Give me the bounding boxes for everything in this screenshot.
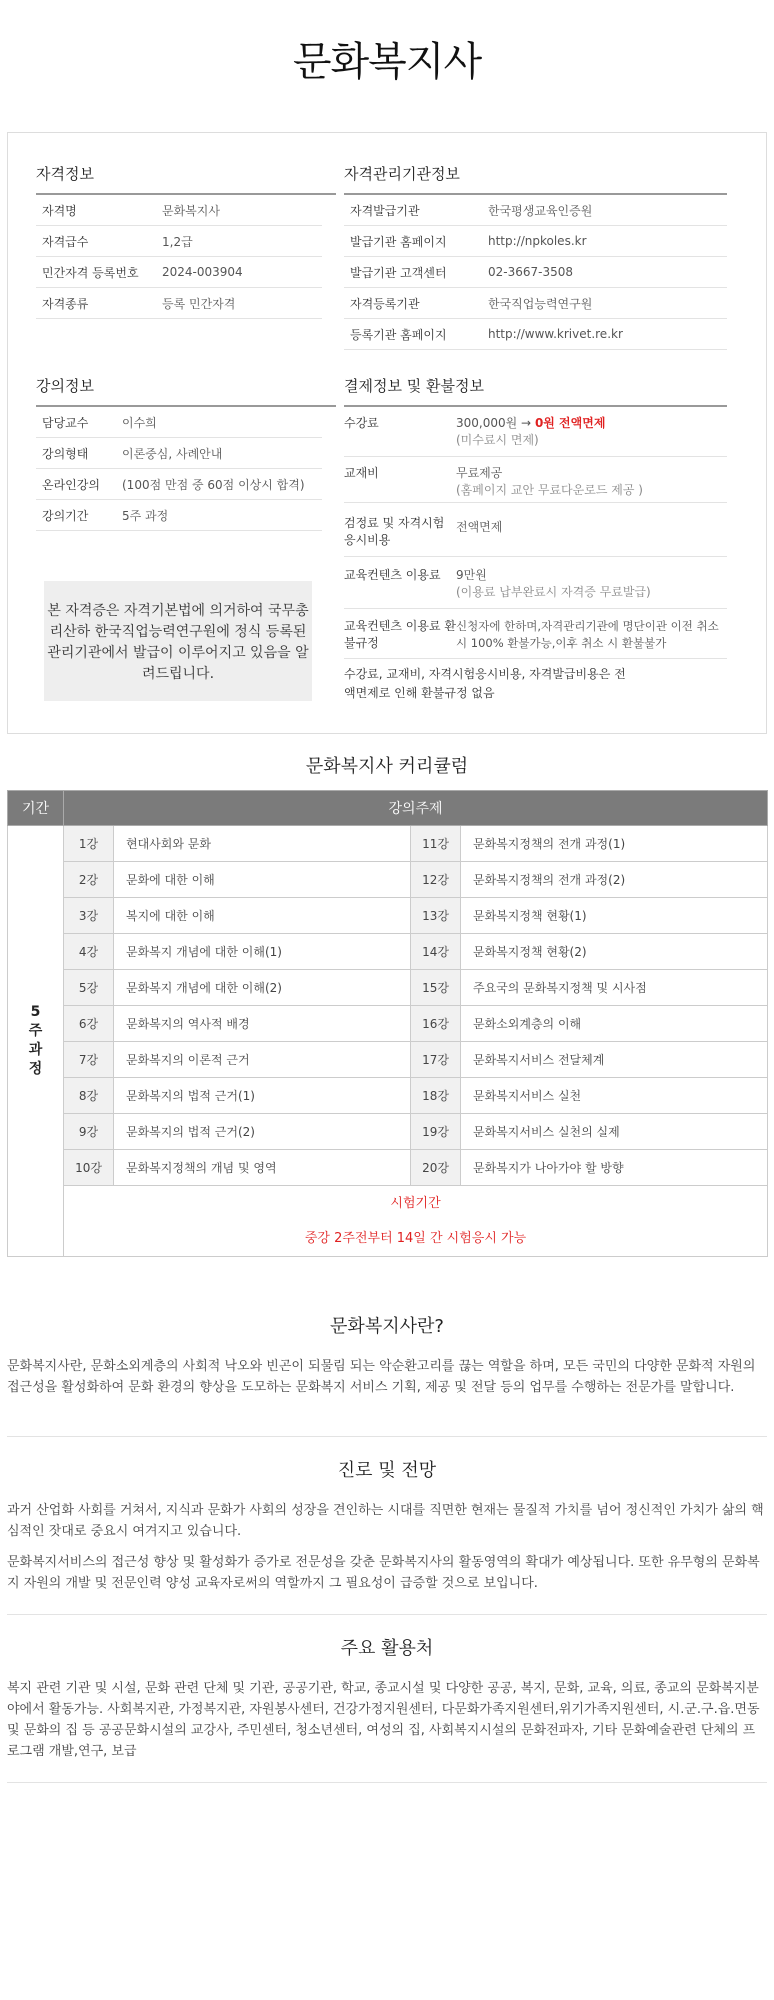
- agency-row: [344, 319, 727, 350]
- lesson-subject: 문화복지의 이론적 근거: [114, 1042, 411, 1078]
- lesson-subject: 문화복지정책의 전개 과정(1): [461, 826, 768, 862]
- usage-text: 복지 관련 기관 및 시설, 문화 관련 단체 및 기관, 공공기관, 학교, 종교시설 및 다양한 공공, 복지, 문화, 교육, 의료, 종교의 문화복지분야에서 활동가능. 사회복지관, 가정복지관, 자원봉사센터, 건강가정지원센터, 다문화가족지원센터,위기가족지원센터, 시.군.구.읍.면동 및 문화의 집 등 공공문화시설의 교강사, 주민센터, 청소년센터, 여성의 집, 사회복지시설의 문화전파자, 기타 문화예술관련 단체의 프로그램 개발,연구, 보급: [7, 1681, 760, 1759]
- lesson-number: 16강: [411, 1006, 461, 1042]
- lesson-number: 5강: [64, 970, 114, 1006]
- lesson-number: 10강: [64, 1150, 114, 1186]
- exam-period-desc: 중강 2주전부터 14일 간 시험응시 가능: [304, 1231, 527, 1246]
- lesson-number: 9강: [64, 1114, 114, 1150]
- lesson-subject: 복지에 대한 이해: [114, 898, 411, 934]
- agency-row: [344, 288, 727, 319]
- fee-free: 0원 전액면제: [534, 416, 606, 430]
- lesson-subject: 문화복지서비스 전달체계: [461, 1042, 768, 1078]
- row-key: 강의형태: [42, 446, 89, 461]
- lesson-subject: 문화복지의 역사적 배경: [114, 1006, 411, 1042]
- row-key: 등록기관 홈페이지: [350, 327, 447, 342]
- table-row: [8, 1006, 768, 1042]
- qualification-row: [36, 226, 322, 257]
- payment-section: [344, 375, 727, 703]
- lesson-number: 2강: [64, 862, 114, 898]
- about-text: 문화복지사란, 문화소외계층의 사회적 낙오와 빈곤이 되물림 되는 악순환고리를 끊는 역할을 하며, 모든 국민의 다양한 문화적 자원의 접근성을 활성화하여 문화 환경의 향상을 도모하는 문화복지 서비스 기획, 제공 및 전달 등의 업무를 수행하는 전문가를 말합니다.: [7, 1359, 756, 1395]
- exam-period-cell: [64, 1186, 768, 1257]
- lesson-number: 20강: [411, 1150, 461, 1186]
- lesson-number: 6강: [64, 1006, 114, 1042]
- row-key: 자격명: [42, 203, 77, 218]
- section-divider: [7, 1614, 767, 1615]
- lesson-subject: 문화복지정책의 전개 과정(2): [461, 862, 768, 898]
- page-title: 문화복지사: [292, 39, 482, 85]
- agency-row: [344, 226, 727, 257]
- career-section: [7, 1456, 767, 1604]
- table-row: [8, 862, 768, 898]
- curriculum-title: 문화복지사 커리큘럼: [305, 756, 469, 777]
- row-key: 발급기관 고객센터: [350, 265, 447, 280]
- row-key: 수강료: [344, 416, 379, 430]
- section-heading: 주요 활용처: [340, 1638, 434, 1659]
- notice-box: 본 자격증은 자격기본법에 의거하여 국무총리산하 한국직업능력연구원에 정식 등록된 관리기관에서 발급이 이루어지고 있음을 알려드립니다.: [44, 581, 312, 701]
- exam-fee-value: 전액면제: [456, 520, 503, 534]
- usage-section: [7, 1634, 767, 1772]
- lesson-number: 15강: [411, 970, 461, 1006]
- content-fee-value: 9만원: [456, 568, 487, 582]
- lesson-subject: 문화복지정책 현황(1): [461, 898, 768, 934]
- row-key: 자격등록기관: [350, 296, 420, 311]
- arrow-icon: →: [521, 416, 532, 430]
- section-heading: 자격정보: [36, 163, 336, 195]
- lesson-number: 12강: [411, 862, 461, 898]
- lesson-number: 3강: [64, 898, 114, 934]
- lesson-number: 1강: [64, 826, 114, 862]
- row-value: 등록 민간자격: [162, 296, 236, 311]
- row-key: 자격급수: [42, 234, 89, 249]
- table-row: [8, 898, 768, 934]
- column-header: 강의주제: [64, 791, 768, 826]
- lesson-subject: 문화복지정책 현황(2): [461, 934, 768, 970]
- lesson-subject: 문화소외계층의 이해: [461, 1006, 768, 1042]
- row-value: 한국직업능력연구원: [488, 296, 593, 311]
- lesson-number: 11강: [411, 826, 461, 862]
- curriculum-table: [7, 790, 768, 1257]
- homepage-link[interactable]: http://npkoles.kr: [488, 234, 587, 248]
- row-key: 민간자격 등록번호: [42, 265, 139, 280]
- content-fee-row: [344, 557, 727, 609]
- lesson-number: 19강: [411, 1114, 461, 1150]
- agency-row: [344, 257, 727, 288]
- career-text: 과거 산업화 사회를 거쳐서, 지식과 문화가 사회의 성장을 견인하는 시대를 직면한 현재는 물질적 가치를 넘어 정신적인 가치가 삶의 핵심적인 잣대로 중요시 여겨지고 있습니다.: [7, 1503, 764, 1539]
- table-row: [8, 934, 768, 970]
- refund-value: 신청자에 한하며,자격관리기관에 명단이관 이전 취소 시 100% 환불가능,이후 취소 시 환불불가: [456, 619, 719, 650]
- material-row: [344, 457, 727, 503]
- lesson-subject: 문화복지 개념에 대한 이해(2): [114, 970, 411, 1006]
- exam-row: [8, 1186, 768, 1257]
- row-value: 1,2급: [162, 234, 193, 249]
- row-value: 2024-003904: [162, 265, 243, 279]
- qualification-row: [36, 257, 322, 288]
- section-heading: 진로 및 전망: [337, 1460, 437, 1481]
- section-heading: 문화복지사란?: [330, 1316, 444, 1337]
- period-cell: [8, 826, 64, 1257]
- table-row: [8, 1150, 768, 1186]
- lecture-row: [36, 407, 322, 438]
- row-key: 발급기관 홈페이지: [350, 234, 447, 249]
- material-value: 무료제공: [456, 466, 503, 480]
- lesson-subject: 현대사회와 문화: [114, 826, 411, 862]
- row-value: (100점 만점 중 60점 이상시 합격): [122, 477, 305, 492]
- table-row: [8, 826, 768, 862]
- row-value: 5주 과정: [122, 508, 169, 523]
- section-heading: 강의정보: [36, 375, 336, 407]
- row-value: [456, 465, 643, 499]
- qualification-section: [36, 163, 336, 319]
- content-fee-note: (이용료 납부완료시 자격증 무료발급): [456, 585, 651, 599]
- about-section: [7, 1312, 767, 1408]
- row-key: 자격종류: [42, 296, 89, 311]
- material-note: (홈페이지 교안 무료다운로드 제공 ): [456, 483, 643, 497]
- row-key: 교육컨텐츠 이용료 환불규정: [344, 619, 456, 650]
- table-row: [8, 1042, 768, 1078]
- agency-row: [344, 195, 727, 226]
- fee-note: (미수료시 면제): [456, 433, 539, 447]
- lesson-subject: 문화복지정책의 개념 및 영역: [114, 1150, 411, 1186]
- row-value: 02-3667-3508: [488, 265, 574, 279]
- lesson-subject: 문화에 대한 이해: [114, 862, 411, 898]
- section-divider: [7, 1436, 767, 1437]
- lesson-subject: 문화복지의 법적 근거(2): [114, 1114, 411, 1150]
- row-key: 강의기간: [42, 508, 89, 523]
- lecture-section: [36, 375, 336, 531]
- homepage-link[interactable]: http://www.krivet.re.kr: [488, 327, 623, 341]
- row-key: 검정료 및 자격시험 응시비용: [344, 516, 445, 547]
- table-header-row: [8, 791, 768, 826]
- lesson-number: 7강: [64, 1042, 114, 1078]
- qualification-row: [36, 195, 322, 226]
- row-key: 온라인강의: [42, 477, 100, 492]
- qualification-row: [36, 288, 322, 319]
- lecture-row: [36, 500, 322, 531]
- exam-period-title: 시험기간: [390, 1196, 441, 1211]
- lecture-row: [36, 438, 322, 469]
- row-value: 이수희: [122, 415, 157, 430]
- section-heading: 결제정보 및 환불정보: [344, 375, 727, 407]
- lesson-number: 14강: [411, 934, 461, 970]
- fee-row: [344, 407, 727, 457]
- lesson-number: 18강: [411, 1078, 461, 1114]
- agency-section: [344, 163, 727, 350]
- lesson-subject: 문화복지서비스 실천: [461, 1078, 768, 1114]
- table-row: [8, 1078, 768, 1114]
- section-divider: [7, 1782, 767, 1783]
- lesson-subject: 문화복지 개념에 대한 이해(1): [114, 934, 411, 970]
- row-value: 문화복지사: [162, 203, 220, 218]
- info-box: [7, 132, 767, 734]
- lesson-number: 8강: [64, 1078, 114, 1114]
- lecture-row: [36, 469, 322, 500]
- row-key: 자격발급기관: [350, 203, 420, 218]
- lesson-subject: 주요국의 문화복지정책 및 시사점: [461, 970, 768, 1006]
- row-value: [456, 567, 651, 601]
- row-key: 교육컨텐츠 이용료: [344, 568, 441, 582]
- period-text: 5주 과정: [28, 1004, 43, 1077]
- column-header: 기간: [8, 791, 64, 826]
- row-key: 교재비: [344, 466, 379, 480]
- row-value: 이론중심, 사례안내: [122, 446, 223, 461]
- career-text: 문화복지서비스의 접근성 향상 및 활성화가 증가로 전문성을 갖춘 문화복지사의 활동영역의 확대가 예상됩니다. 또한 유무형의 문화복지 자원의 개발 및 전문인력 양성 교육자로써의 역할까지 그 필요성이 급증할 것으로 보입니다.: [7, 1555, 760, 1591]
- row-key: 담당교수: [42, 415, 89, 430]
- lesson-number: 13강: [411, 898, 461, 934]
- lesson-number: 17강: [411, 1042, 461, 1078]
- lesson-number: 4강: [64, 934, 114, 970]
- lesson-subject: 문화복지의 법적 근거(1): [114, 1078, 411, 1114]
- refund-row: [344, 609, 727, 659]
- lesson-subject: 문화복지서비스 실천의 실제: [461, 1114, 768, 1150]
- table-row: [8, 1114, 768, 1150]
- row-value: 한국평생교육인증원: [488, 203, 593, 218]
- row-value: [456, 415, 605, 449]
- exam-fee-row: [344, 503, 727, 557]
- refund-footer: 수강료, 교재비, 자격시험응시비용, 자격발급비용은 전액면제로 인해 환불규정 없음: [344, 667, 626, 700]
- table-row: [8, 970, 768, 1006]
- fee-price: 300,000원: [456, 416, 518, 430]
- section-heading: 자격관리기관정보: [344, 163, 727, 195]
- lesson-subject: 문화복지가 나아가야 할 방향: [461, 1150, 768, 1186]
